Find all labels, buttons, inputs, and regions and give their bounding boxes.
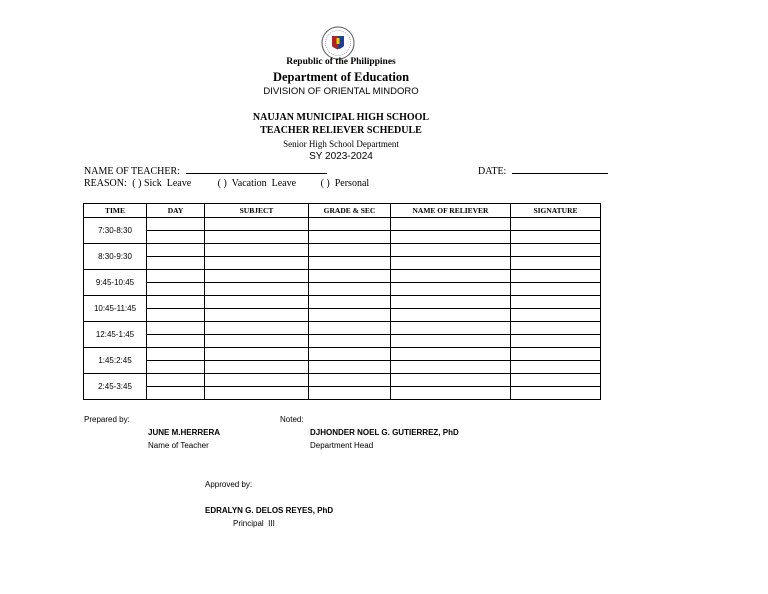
table-row — [84, 322, 601, 335]
subject-cell[interactable] — [205, 257, 309, 270]
table-header-row — [84, 204, 601, 218]
day-cell[interactable] — [147, 309, 205, 322]
signature-cell[interactable] — [511, 296, 601, 309]
reliever-cell[interactable] — [391, 322, 511, 335]
date-row — [478, 164, 608, 177]
signature-cell[interactable] — [511, 270, 601, 283]
principal-name: EDRALYN G. DELOS REYES, PhD — [205, 506, 334, 515]
grade-sec-cell[interactable] — [309, 374, 391, 387]
day-cell[interactable] — [147, 270, 205, 283]
table-row — [84, 335, 601, 348]
subject-cell[interactable] — [205, 218, 309, 231]
date-field[interactable] — [512, 164, 608, 174]
header-signature: SIGNATURE — [511, 204, 601, 218]
table-row — [84, 244, 601, 257]
reason-label: REASON: — [84, 178, 127, 189]
noted-label: Noted: — [280, 415, 304, 424]
subject-cell[interactable] — [205, 361, 309, 374]
reliever-cell[interactable] — [391, 244, 511, 257]
signature-cell[interactable] — [511, 335, 601, 348]
subject-cell[interactable] — [205, 231, 309, 244]
teacher-signatory-name: JUNE M.HERRERA — [148, 428, 221, 437]
signature-cell[interactable] — [511, 374, 601, 387]
grade-sec-cell[interactable] — [309, 296, 391, 309]
table-row — [84, 309, 601, 322]
reliever-cell[interactable] — [391, 387, 511, 400]
signature-cell[interactable] — [511, 309, 601, 322]
subject-cell[interactable] — [205, 244, 309, 257]
table-row — [84, 270, 601, 283]
prepared-by-label: Prepared by: — [84, 415, 130, 424]
teacher-name-row — [84, 164, 327, 177]
school-year: SY 2023-2024 — [309, 151, 373, 162]
subject-cell[interactable] — [205, 374, 309, 387]
reliever-cell[interactable] — [391, 361, 511, 374]
day-cell[interactable] — [147, 244, 205, 257]
day-cell[interactable] — [147, 387, 205, 400]
day-cell[interactable] — [147, 374, 205, 387]
sick-leave-option[interactable]: ( ) Sick Leave — [132, 178, 192, 189]
republic-label: Republic of the Philippines — [286, 57, 396, 67]
grade-sec-cell[interactable] — [309, 257, 391, 270]
day-cell[interactable] — [147, 322, 205, 335]
grade-sec-cell[interactable] — [309, 283, 391, 296]
deped-seal-logo — [321, 26, 355, 60]
table-row — [84, 257, 601, 270]
day-cell[interactable] — [147, 257, 205, 270]
grade-sec-cell[interactable] — [309, 244, 391, 257]
reliever-cell[interactable] — [391, 348, 511, 361]
header-time: TIME — [84, 204, 147, 218]
table-row — [84, 283, 601, 296]
reason-row — [84, 178, 369, 189]
reliever-cell[interactable] — [391, 257, 511, 270]
reliever-cell[interactable] — [391, 270, 511, 283]
subject-cell[interactable] — [205, 322, 309, 335]
subject-cell[interactable] — [205, 348, 309, 361]
header-subject: SUBJECT — [205, 204, 309, 218]
subject-cell[interactable] — [205, 270, 309, 283]
reliever-cell[interactable] — [391, 296, 511, 309]
reliever-cell[interactable] — [391, 309, 511, 322]
head-signatory-role: Department Head — [310, 441, 374, 450]
school-name: NAUJAN MUNICIPAL HIGH SCHOOL — [252, 112, 430, 123]
document-title: TEACHER RELIEVER SCHEDULE — [260, 125, 422, 136]
time-cell: 10:45-11:45 — [84, 296, 147, 322]
time-cell: 2:45-3:45 — [84, 374, 147, 400]
table-row — [84, 218, 601, 231]
time-cell: 8:30-9:30 — [84, 244, 147, 270]
day-cell[interactable] — [147, 335, 205, 348]
time-cell: 7:30-8:30 — [84, 218, 147, 244]
day-cell[interactable] — [147, 361, 205, 374]
time-cell: 12:45-1:45 — [84, 322, 147, 348]
grade-sec-cell[interactable] — [309, 309, 391, 322]
personal-option[interactable]: ( ) Personal — [320, 178, 370, 189]
department-name: Senior High School Department — [283, 139, 399, 149]
header-grade-sec: GRADE & SEC — [309, 204, 391, 218]
grade-sec-cell[interactable] — [309, 348, 391, 361]
reliever-cell[interactable] — [391, 374, 511, 387]
principal-role: Principal III — [233, 519, 275, 528]
signature-cell[interactable] — [511, 257, 601, 270]
signature-cell[interactable] — [511, 218, 601, 231]
time-cell: 9:45-10:45 — [84, 270, 147, 296]
teacher-name-label: NAME OF TEACHER: — [84, 166, 180, 177]
signature-cell[interactable] — [511, 231, 601, 244]
subject-cell[interactable] — [205, 387, 309, 400]
signature-cell[interactable] — [511, 348, 601, 361]
day-cell[interactable] — [147, 283, 205, 296]
subject-cell[interactable] — [205, 296, 309, 309]
reliever-cell[interactable] — [391, 335, 511, 348]
table-row — [84, 387, 601, 400]
department-title: Department of Education — [272, 70, 410, 84]
header-reliever: NAME OF RELIEVER — [391, 204, 511, 218]
signature-cell[interactable] — [511, 387, 601, 400]
header-day: DAY — [147, 204, 205, 218]
reliever-cell[interactable] — [391, 283, 511, 296]
reliever-schedule-table — [83, 203, 601, 400]
date-label: DATE: — [478, 166, 507, 177]
day-cell[interactable] — [147, 348, 205, 361]
vacation-leave-option[interactable]: ( ) Vacation Leave — [217, 178, 297, 189]
grade-sec-cell[interactable] — [309, 231, 391, 244]
signature-cell[interactable] — [511, 361, 601, 374]
subject-cell[interactable] — [205, 309, 309, 322]
day-cell[interactable] — [147, 231, 205, 244]
head-signatory-name: DJHONDER NOEL G. GUTIERREZ, PhD — [310, 428, 459, 437]
grade-sec-cell[interactable] — [309, 218, 391, 231]
signature-cell[interactable] — [511, 244, 601, 257]
teacher-signatory-role: Name of Teacher — [148, 441, 209, 450]
signature-cell[interactable] — [511, 322, 601, 335]
reliever-cell[interactable] — [391, 231, 511, 244]
subject-cell[interactable] — [205, 335, 309, 348]
signature-cell[interactable] — [511, 283, 601, 296]
division-label: DIVISION OF ORIENTAL MINDORO — [263, 86, 419, 97]
table-row — [84, 348, 601, 361]
reliever-cell[interactable] — [391, 218, 511, 231]
grade-sec-cell[interactable] — [309, 322, 391, 335]
teacher-name-field[interactable] — [186, 164, 327, 174]
approved-by-label: Approved by: — [205, 480, 253, 489]
table-row — [84, 374, 601, 387]
grade-sec-cell[interactable] — [309, 270, 391, 283]
table-row — [84, 361, 601, 374]
grade-sec-cell[interactable] — [309, 387, 391, 400]
table-row — [84, 296, 601, 309]
time-cell: 1:45:2:45 — [84, 348, 147, 374]
day-cell[interactable] — [147, 296, 205, 309]
day-cell[interactable] — [147, 218, 205, 231]
grade-sec-cell[interactable] — [309, 361, 391, 374]
table-row — [84, 231, 601, 244]
grade-sec-cell[interactable] — [309, 335, 391, 348]
subject-cell[interactable] — [205, 283, 309, 296]
